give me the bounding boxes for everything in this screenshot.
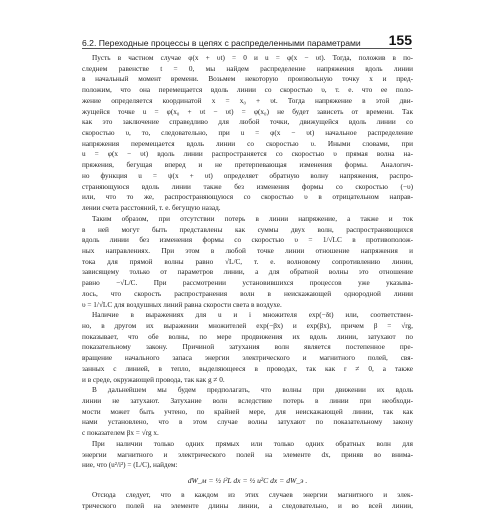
text-line: но функция u = ψ(x + υt) определяет обратную волну напряжения, распро- (82, 171, 413, 180)
text-line: Пусть в частном случае φ(x + υt) = 0 и u = φ(x − υt). Тогда, положив в по- (92, 54, 413, 62)
text-line: Таким образом, при отсутствии потерь в линии напряжение, а также и ток (92, 214, 413, 223)
text-line: равно −√L/C. При рассмотрении установившихся процессов уже указыва- (82, 279, 413, 288)
text-line: ных направлениях. При этом в любой точке линии отношение напряжения и (82, 246, 413, 255)
text-line: Отсюда следует, что в каждом из этих случаев энергии магнитного и элек- (92, 491, 413, 500)
text-line: жущейся точке u = φ(x₀ + υt − υt) = φ(x₀) не будет зависеть от времени. Так (82, 107, 413, 116)
text-line: следнем равенстве t = 0, мы найдем распределение напряжения вдоль линии (82, 64, 413, 73)
text-line: мости может быть учтено, по крайней мере, для неискажающей линии, так как (82, 407, 413, 416)
text-line: υ = 1/√LC для воздушных линий равна скорости света в воздухе. (82, 300, 282, 309)
text-line: и в среде, окружающей провода, так как g ≠ 0. (82, 375, 225, 384)
text-line: положим, что она перемещается вдоль линии со скоростью υ, т. е. что ее поло- (82, 86, 413, 95)
text-line: ние, что (u²/i²) = (L/C), найдем: (82, 461, 178, 470)
text-line: При наличии только одних прямых или только одних обратных волн для (92, 439, 413, 448)
text-line: энергии магнитного и электрического полей на элементе dx, приняв во внима- (82, 450, 413, 459)
text-line: в начальный момент времени. Возьмем некоторую произвольную точку x и пред- (82, 75, 413, 84)
text-line: или, что то же, распространяющуюся со скоростью υ в отрицательном направ- (82, 193, 413, 202)
text-line: скоростью υ, то, следовательно, при u = φ(x − υt) начальное распределение (82, 129, 413, 138)
text-line: занных с линией, в тепло, выделяющееся в проводах, так как r ≠ 0, а также (82, 364, 413, 373)
text-line: но, в другом их выражении множителей exp(−βx) и exp(βx), причем β = √rg, (82, 321, 413, 330)
text-line: напряжения перемещается вдоль линии со скоростью υ. Иными словами, при (82, 139, 413, 148)
text-line: как это заключение справедливо для любой точки, движущейся вдоль линии со (82, 118, 413, 127)
text-line: тока для прямой волны равно √L/C, т. е. волновому сопротивлению линии, (82, 257, 413, 266)
text-line: лении счета расстояний, т. е. бегущую назад. (82, 204, 221, 213)
text-line: Наличие в выражениях для u и i множителя exp(−δt) или, соответствен- (92, 311, 413, 320)
page-number: 155 (388, 32, 412, 48)
text-line: в ней могут быть представлены как суммы двух волн, распространяющихся (82, 225, 413, 234)
text-line: лось, что скорость распространения волн в неискажающей однородной линии (82, 289, 413, 298)
page-body (82, 53, 413, 511)
text-line: u = φ(x − υt) вдоль линии распространяется со скоростью υ прямая волна на- (82, 150, 413, 159)
text-line: зависящему только от параметров линии, а для обратной волны это отношение (82, 268, 413, 277)
header-rule (82, 48, 412, 49)
formula: dW_м = ½ i²L dx = ½ u²C dx = dW_э . (187, 476, 308, 486)
page-header (82, 28, 412, 48)
text-line: страняющуюся вдоль линии также без изменения формы со скоростью (−υ) (82, 182, 413, 191)
text-line: показательному закону. Причиной затухания волн является постепенное пре- (82, 343, 413, 352)
text-line: линии не затухают. Затухание волн вследствие потерь в линии при необходи- (82, 397, 413, 405)
text-line: нами установлено, что в этом случае волны затухают по показательному закону (82, 418, 413, 427)
running-head: 6.2. Переходные процессы в цепях с распределенными параметрами (82, 38, 361, 48)
text-line: пряжения, бегущая вперед и не претерпевающая изменения формы. Аналогич- (82, 161, 413, 170)
text-line: В дальнейшем мы будем предполагать, что волны при движении их вдоль (92, 386, 413, 395)
text-line: жение определяется координатой x = x₀ + υt. Тогда напряжение в этой дви- (82, 96, 413, 105)
text-line: вдоль линии без изменения формы со скоростью υ = 1/√LC в противополож- (82, 236, 413, 245)
text-line: вращение начального запаса энергии электрического и магнитного полей, свя- (82, 354, 413, 363)
text-line: с показателем βx = √rg x. (82, 429, 159, 438)
text-line: трического полей на элементе длины линии, а следовательно, и во всей линии, (82, 501, 413, 510)
text-line: показывает, что обе волны, по мере продвижения их вдоль линии, затухают по (82, 332, 413, 341)
